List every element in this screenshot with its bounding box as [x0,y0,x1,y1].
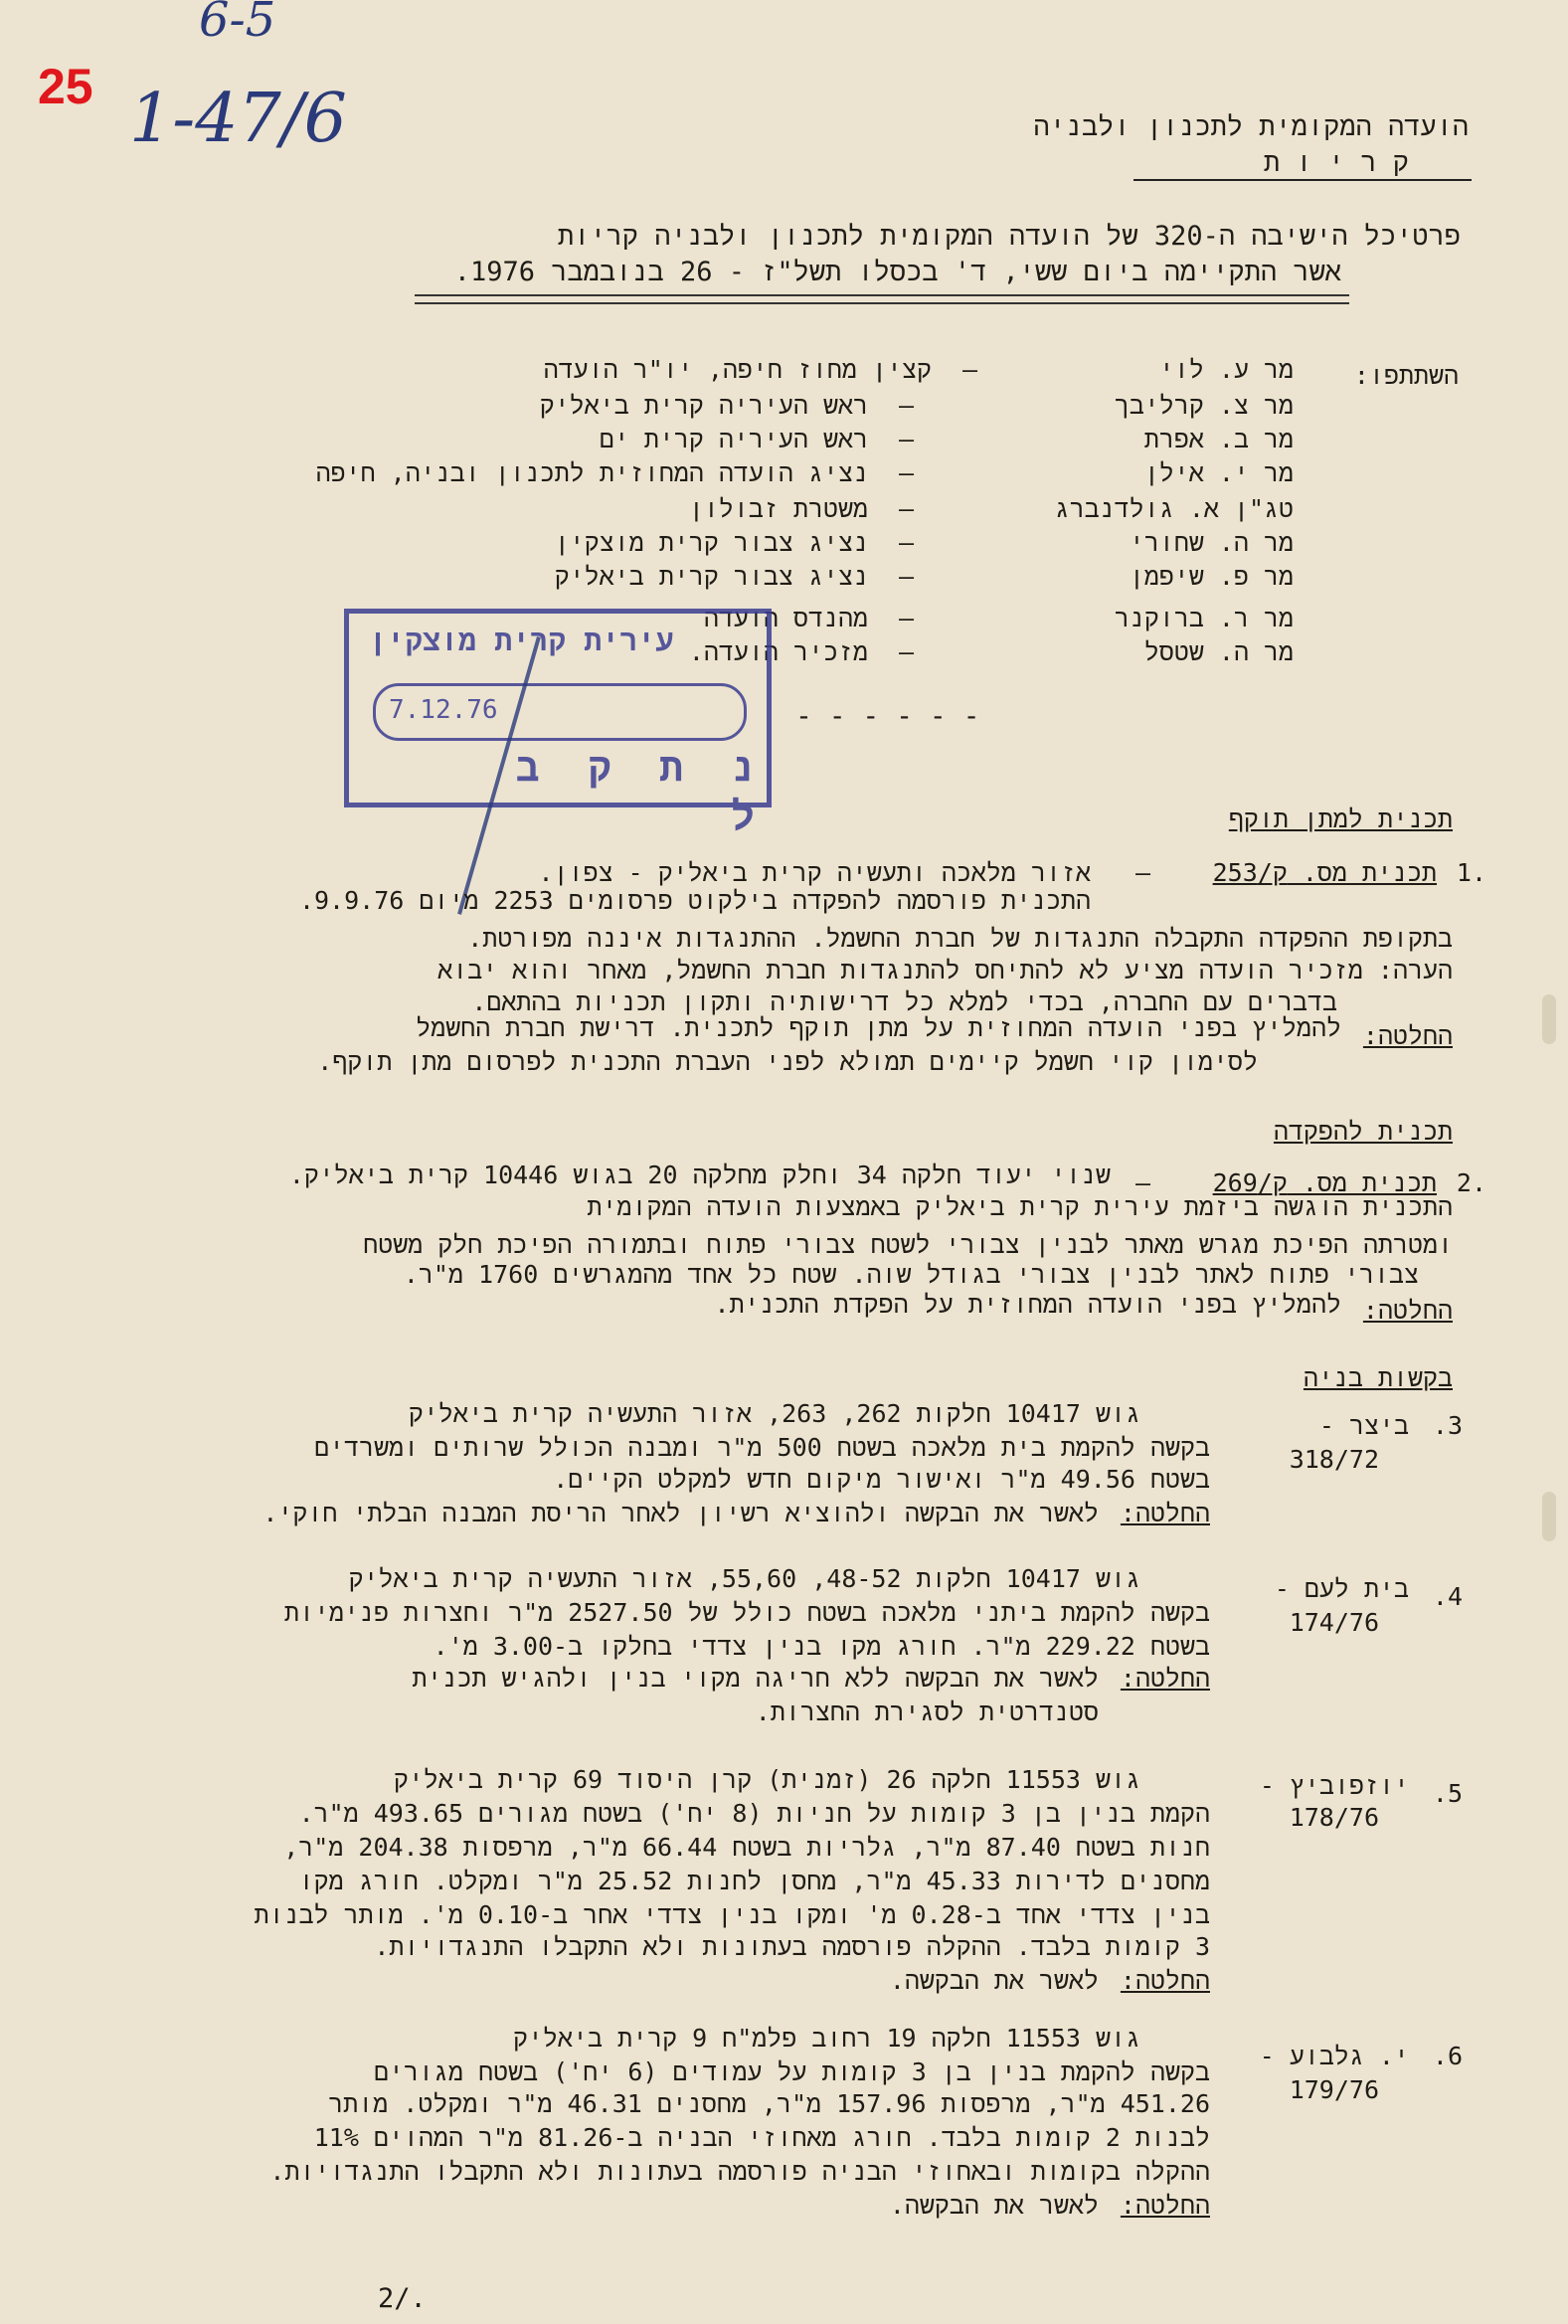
item-4-text: גוש 10417 חלקות 48-52, 55,60, אזור התעשיה קרית ביאליק [348,1564,1140,1593]
title-double-rule [415,294,1349,304]
dash: – [899,528,915,557]
participant-name: מר ב. אפרת [1143,425,1294,453]
item-6-file: 179/76 [1289,2075,1379,2104]
item-2-text: צבורי פתוח לאתר לבנין צבורי בגודל שוה. שטח כל אחד מהמגרשים 1760 מ"ר. [403,1260,1419,1289]
item-3-applicant: ביצר - [1318,1411,1409,1440]
participants-label: השתתפו: [1353,361,1459,390]
item-5-applicant: יוזפוביץ - [1259,1771,1409,1800]
item-2-subject: שנוי יעוד חלקה 34 וחלק מחלקה 20 בגוש 10446 קרית ביאליק. [288,1161,1111,1189]
item-5-text: מחסנים לדירות 45.33 מ"ר, מחסן לחנות 25.52 מ"ר ומקלט. חורג מקו [298,1867,1210,1895]
dash: – [1134,858,1150,887]
item-2-text: התכנית הוגשה ביזמת עירית קרית ביאליק באמצעות הועדה המקומית [587,1192,1453,1221]
dash: – [899,604,915,632]
stamp-date: 7.12.76 [389,695,498,725]
item-1-decision: לסימון קוי חשמל קיימים תמולא לפני העברת התכנית לפרסום מתן תוקף. [317,1047,1258,1076]
item-4-text: בשטח 229.22 מ"ר. חורג מקו בנין צדדי בחלקו ב-3.00 מ'. [433,1632,1210,1661]
participant-name: מר י. אילן [1143,458,1294,487]
item-1-ref [1213,857,1437,888]
item-5-text: גוש 11553 חלקה 26 (זמנית) קרן היסוד 69 קרית ביאליק [393,1765,1140,1794]
town-name: ק ר י ו ת [1263,147,1409,178]
ref-code: ק/253 [1212,858,1288,887]
header-underline [1133,179,1472,181]
item-5-text: חנות בשטח 87.40 מ"ר, גלריות בשטח 66.44 מ"ר, מרפסות 204.38 מ"ר, [283,1833,1210,1862]
punch-hole [1542,1492,1556,1541]
item-6-applicant: י. גלבוע - [1259,2042,1409,2070]
participant-role: ראש העיריה קרית ים [599,425,868,453]
item-number: 1. [1456,858,1486,887]
item-2-text: ומטרתה הפיכת מגרש מאתר לבנין צבורי לשטח צבורי פתוח ובתמורה הפיכת חלק משטח [363,1230,1453,1259]
received-stamp [344,609,772,839]
item-6-text: לבנות 2 קומות בלבד. חורג מאחוזי הבניה ב-81.26 מ"ר המהוים 11% [313,2123,1210,2152]
item-5-text: בנין צדדי אחד ב-0.28 מ' ומקו בנין צדדי אחר ב-0.10 מ'. מותר לבנות [254,1900,1210,1929]
participant-name: מר ה. שחורי [1129,528,1294,557]
item-5-text: הקמת בנין בן 3 קומות על חניות (8 יח') בשטח מגורים 493.65 מ"ר. [298,1799,1210,1828]
item-3-text: בקשה להקמת בית מלאכה בשטח 500 מ"ר ומבנה הכולל שרותים ומשרדים [314,1433,1210,1462]
participant-role: משטרת זבולון [688,494,868,523]
participant-role: נציג הועדה המחוזית לתכנון ובניה, חיפה [315,458,868,487]
item-1-text: בדברים עם החברה, בכדי למלא כל דרישותיה ותקון תכניות בהתאם. [471,987,1337,1016]
page-number: 25 [38,59,93,114]
item-1-text: התכנית פורסמה להפקדה בילקוט פרסומים 2253 מיום 9.9.76. [298,886,1091,915]
section-building: בקשות בניה [1303,1363,1453,1392]
decision-label: החלטה: [1362,1296,1453,1325]
participant-name: מר צ. קרליבך [1114,391,1294,420]
participant-role: מהנדס הועדה [703,604,868,632]
stamp-received: נ ת ק ב ל [515,745,767,839]
item-number: .4 [1432,1582,1463,1611]
item-3-text: גוש 10417 חלקות 262, 263, אזור התעשיה קרית ביאליק [408,1399,1140,1428]
ref-label: תכנית מס. [1287,858,1437,887]
item-4-applicant: בית לעם - [1274,1574,1409,1603]
item-5-decision: לאשר את הבקשה. [889,1966,1099,1995]
item-6-text: 451.26 מ"ר, מרפסות 157.96 מ"ר, מחסנים 46.31 מ"ר ומקלט. מותר [328,2089,1210,2118]
participant-role: נציג צבור קרית מוצקין [554,528,868,557]
stamp-municipality: עירית קרית מוצקין [369,624,674,658]
participant-name: טג"ן א. גולדנברג [1054,494,1294,523]
item-6-decision: לאשר את הבקשה. [889,2191,1099,2220]
item-1-subject: אזור מלאכה ותעשיה קרית ביאליק - צפון. [538,858,1091,887]
item-1-text: הערה: מזכיר הועדה מציע לא להתיחס להתנגדות חברת החשמל, מאחר והוא יבוא [437,956,1453,984]
item-5-text: 3 קומות בלבד. ההקלה פורסמה בעתונות ולא התקבלו התנגדויות. [374,1932,1210,1961]
item-3-decision: לאשר את הבקשה ולהוציא רשיון לאחר הריסת המבנה הבלתי חוקי. [262,1499,1099,1527]
item-6-text: ההקלה בקומות ובאחוזי הבניה פורסמה בעתונות ולא התקבלו התנגדויות. [269,2157,1210,2186]
participant-name: מר ר. ברוקנר [1114,604,1294,632]
decision-label: החלטה: [1362,1021,1453,1050]
item-4-decision: לאשר את הבקשה ללא חריגה מקוי בנין ולהגיש תכנית [412,1664,1099,1693]
participant-name: מר ע. לוי [1158,355,1294,384]
dash: – [899,391,915,420]
section-validation: תכנית למתן תוקף [1228,804,1453,833]
item-1-decision: להמליץ בפני הועדה המחוזית על מתן תוקף לתכנית. דרישת חברת החשמל [416,1013,1341,1042]
dash: – [962,355,978,384]
participants-list [0,354,1568,672]
item-4-file: 174/76 [1289,1608,1379,1637]
item-3-text: בשטח 49.56 מ"ר ואישור מיקום חדש למקלט הקיים. [553,1465,1210,1494]
participant-role: נציג צבור קרית ביאליק [554,562,868,591]
dash-separator: - - - - - - [795,699,980,732]
item-4-decision: סטנדרטית לסגירת החצרות. [755,1698,1099,1726]
participant-name: מר ה. שטסל [1143,637,1294,666]
item-2-decision: להמליץ בפני הועדה המחוזית על הפקדת התכנית. [714,1290,1341,1319]
protocol-title-line2: אשר התקיימה ביום ששי, ד' בכסלו תשל"ז - 26 בנובמבר 1976. [453,257,1341,287]
dash: – [899,458,915,487]
item-number: .3 [1432,1411,1463,1440]
item-number: 2. [1456,1168,1486,1197]
ref-code: ק/269 [1212,1168,1288,1197]
decision-label: החלטה: [1120,2191,1210,2220]
decision-label: החלטה: [1120,1966,1210,1995]
participant-role: ראש העיריה קרית ביאליק [539,391,868,420]
item-4-text: בקשה להקמת ביתני מלאכה בשטח כולל של 2527.50 מ"ר וחצרות פנימיות [283,1598,1210,1627]
participant-role: מזכיר הועדה. [688,637,868,666]
dash: – [1134,1168,1150,1197]
item-1-text: בתקופת ההפקדה התקבלה התנגדות של חברת החשמל. ההתנגדות איננה מפורטת. [467,924,1453,953]
dash: – [899,425,915,453]
dash: – [899,562,915,591]
handwritten-file-ref: 1-47/6 [129,80,347,158]
dash: – [899,637,915,666]
ref-label: תכנית מס. [1287,1168,1437,1197]
dash: – [899,494,915,523]
participant-name: מר פ. שיפמן [1129,562,1294,591]
item-5-file: 178/76 [1289,1803,1379,1832]
item-number: .5 [1432,1779,1463,1808]
decision-label: החלטה: [1120,1499,1210,1527]
item-3-file: 318/72 [1289,1445,1379,1474]
participant-role: קצין מחוז חיפה, יו"ר הועדה [543,355,932,384]
decision-label: החלטה: [1120,1664,1210,1693]
org-name: הועדה המקומית לתכנון ולבניה [1033,111,1469,142]
protocol-title-line1: פרטיכל הישיבה ה-320 של הועדה המקומית לתכנון ולבניה קריות [557,221,1461,252]
item-number: .6 [1432,2042,1463,2070]
punch-hole [1542,994,1556,1044]
continuation-marker: 2/. [378,2283,427,2314]
handwritten-mark: 6-5 [199,0,276,48]
section-deposit: תכנית להפקדה [1273,1117,1453,1146]
item-6-text: גוש 11553 חלקה 19 רחוב פלמ"ח 9 קרית ביאליק [513,2024,1140,2053]
item-6-text: בקשה להקמת בנין בן 3 קומות על עמודים (6 יח') בשטח מגורים [374,2057,1210,2086]
